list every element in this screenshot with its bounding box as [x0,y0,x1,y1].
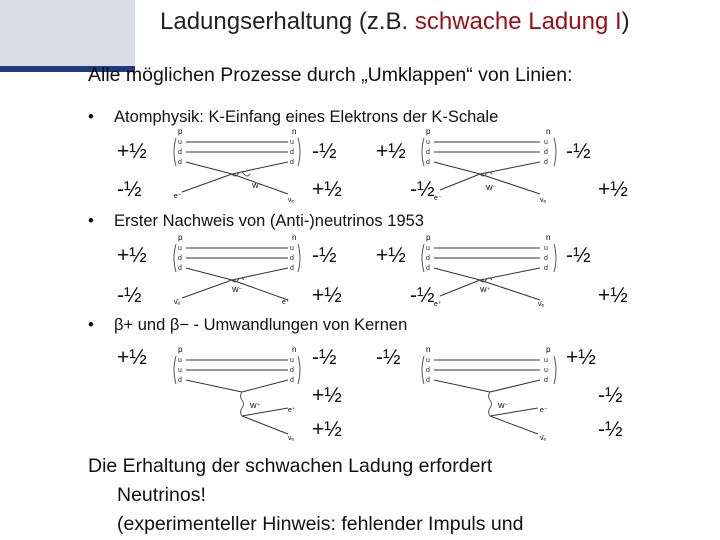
svg-text:e⁺: e⁺ [434,301,442,308]
svg-text:W⁺: W⁺ [250,403,261,410]
svg-text:u: u [544,245,548,252]
svg-text:u: u [426,139,430,146]
svg-text:p: p [546,345,551,354]
svg-text:u: u [544,139,548,146]
feynman-diagram-k-capture-left [172,124,302,206]
bullet-neutrino-nachweis [88,212,424,231]
svg-text:d: d [426,255,430,262]
svg-text:d: d [544,265,548,272]
charge-label: -½ [312,244,337,267]
feynman-diagram-neutrino-left [172,230,302,312]
svg-text:u: u [290,357,294,364]
svg-text:n: n [292,233,297,242]
bullet-text: β+ und β− - Umwandlungen von Kernen [114,316,408,334]
feynman-diagram-beta-plus [172,342,302,442]
charge-label: -½ [117,284,142,307]
svg-text:d: d [178,255,182,262]
svg-text:d: d [290,255,294,262]
conclusion-line: Neutrinos! [117,484,206,506]
svg-text:p: p [178,233,183,242]
conclusion-line: (experimenteller Hinweis: fehlender Impuls und [117,513,524,535]
svg-text:W⁻: W⁻ [232,287,243,294]
svg-text:n: n [426,345,431,354]
svg-text:d: d [290,159,294,166]
charge-label: -½ [312,346,337,369]
svg-text:d: d [178,159,182,166]
charge-label: -½ [566,140,591,163]
charge-label: -½ [410,178,435,201]
title-highlight: schwache Ladung I [414,8,622,35]
charge-label: -½ [117,178,142,201]
bullet-dot: • [88,108,94,126]
svg-text:u: u [178,245,182,252]
title-end: ) [621,8,630,35]
svg-text:W⁺: W⁺ [480,287,491,294]
svg-text:u: u [544,367,548,374]
charge-label: -½ [598,418,623,441]
slide-subtitle: Alle möglichen Prozesse durch „Umklappen“ von Linien: [88,64,573,86]
bullet-beta-umwandlung [88,316,407,335]
svg-text:d: d [426,377,430,384]
logo-block [0,0,135,66]
svg-text:n: n [292,345,297,354]
conclusion-line: Die Erhaltung der schwachen Ladung erfordert [88,455,493,477]
svg-text:n: n [292,127,297,136]
svg-text:u: u [178,367,182,374]
svg-text:u: u [544,357,548,364]
charge-label: -½ [566,244,591,267]
bullet-dot: • [88,212,94,230]
svg-text:ν̄ₑ: ν̄ₑ [540,435,547,442]
svg-text:νₑ: νₑ [288,435,295,442]
svg-text:u: u [178,357,182,364]
charge-label: +½ [598,284,628,307]
charge-label: -½ [598,384,623,407]
svg-text:e⁺: e⁺ [282,299,290,306]
svg-text:d: d [426,159,430,166]
svg-text:d: d [290,265,294,272]
charge-label: +½ [376,244,406,267]
charge-label: +½ [312,178,342,201]
charge-label: +½ [117,140,147,163]
svg-text:u: u [290,139,294,146]
charge-label: +½ [376,140,406,163]
svg-text:d: d [544,255,548,262]
feynman-diagram-k-capture-right [420,124,560,206]
svg-text:p: p [426,233,431,242]
svg-text:e⁻: e⁻ [434,195,442,202]
charge-label: -½ [312,140,337,163]
svg-text:d: d [426,367,430,374]
svg-text:d: d [290,367,294,374]
svg-text:d: d [178,377,182,384]
svg-text:p: p [178,127,183,136]
svg-text:p: p [178,345,183,354]
svg-text:u: u [178,139,182,146]
svg-text:e⁺: e⁺ [288,407,296,414]
svg-text:W⁻: W⁻ [498,403,509,410]
charge-label: +½ [312,384,342,407]
svg-text:e⁻: e⁻ [540,407,548,414]
svg-text:d: d [426,149,430,156]
bullet-text: Atomphysik: K-Einfang eines Elektrons der K-Schale [114,108,499,126]
charge-label: +½ [117,244,147,267]
charge-label: -½ [376,346,401,369]
svg-text:d: d [178,265,182,272]
svg-text:ν̄ₑ: ν̄ₑ [538,301,545,308]
charge-label: +½ [566,346,596,369]
bullet-dot: • [88,316,94,334]
svg-text:d: d [426,265,430,272]
slide-title [160,6,700,37]
charge-label: -½ [410,284,435,307]
svg-text:d: d [290,149,294,156]
svg-text:e⁻: e⁻ [174,193,182,200]
bullet-text: Erster Nachweis von (Anti-)neutrinos 1953 [114,212,424,230]
charge-label: +½ [598,178,628,201]
charge-label: +½ [312,284,342,307]
svg-text:ν̄ₑ: ν̄ₑ [174,299,181,306]
svg-text:νₑ: νₑ [288,197,295,204]
svg-text:n: n [546,233,551,242]
svg-text:d: d [178,149,182,156]
svg-text:u: u [426,245,430,252]
svg-text:p: p [426,127,431,136]
svg-text:νₑ: νₑ [540,197,547,204]
svg-text:d: d [290,377,294,384]
svg-text:n: n [546,127,551,136]
svg-text:d: d [544,377,548,384]
charge-label: +½ [117,346,147,369]
svg-text:d: d [544,159,548,166]
conclusion-text [88,452,523,539]
feynman-diagram-neutrino-right [420,230,560,312]
svg-text:W⁻: W⁻ [486,185,497,192]
svg-text:d: d [544,149,548,156]
svg-text:W⁻: W⁻ [252,183,263,190]
title-text: Ladungserhaltung (z.B. [160,8,415,35]
feynman-diagram-beta-minus [420,342,560,442]
charge-label: +½ [312,418,342,441]
svg-text:u: u [290,245,294,252]
svg-text:u: u [426,357,430,364]
